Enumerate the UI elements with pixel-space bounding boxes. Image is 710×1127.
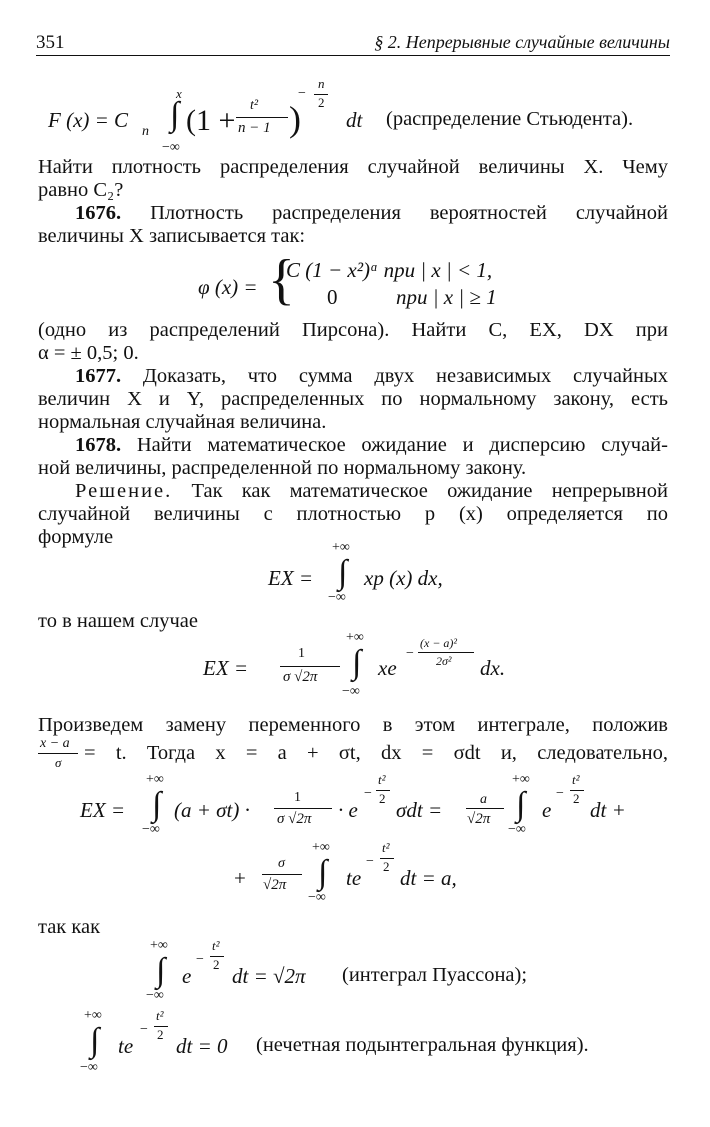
formula5-den1: σ √2π: [277, 811, 312, 827]
formula3-integral-sign: ∫: [338, 554, 348, 591]
formula4-exp-bar: [418, 652, 474, 653]
formula6-exp-den: 2: [213, 957, 220, 972]
formula1-paren-left: (1 +: [186, 104, 236, 137]
formula1-exp-den: 2: [318, 95, 325, 110]
formula4-body: xe: [378, 656, 397, 680]
formula4-exp-den: 2σ²: [436, 654, 452, 668]
formula3-body: xp (x) dx,: [364, 566, 443, 590]
formula5-exp-minus-1: −: [364, 786, 372, 801]
formula5-part1: (a + σt) ·: [174, 798, 250, 822]
formula3-lower: −∞: [328, 590, 346, 605]
formula5-integral-sign-3: ∫: [318, 854, 328, 891]
formula2-case1: C (1 − x²)ᵅ при | x | < 1,: [286, 258, 493, 282]
formula5-exp-den-2: 2: [573, 791, 580, 806]
formula1-frac-den: n − 1: [238, 120, 271, 136]
formula5-line2-plus: +: [234, 866, 246, 890]
solution-word: Решение.: [75, 480, 173, 502]
formula5-lower-2: −∞: [508, 822, 526, 837]
formula5-upper-3: +∞: [312, 840, 330, 855]
problem-1678-line1: 1678. Найти математическое ожидание и дисперсию случай-: [75, 434, 668, 456]
header-rule: [36, 55, 670, 56]
problem-1677-number: 1677.: [75, 365, 122, 387]
formula5-den3: √2π: [263, 877, 287, 893]
formula6-rest: dt = √2π: [232, 964, 306, 988]
para1-line1: Найти плотность распределения случайной величины X. Чему: [38, 156, 668, 178]
text-in-our-case: то в нашем случае: [38, 610, 199, 632]
formula7-exp-minus: −: [140, 1022, 148, 1037]
formula5-lhs: EX =: [80, 798, 126, 822]
formula6-upper: +∞: [150, 938, 168, 953]
running-title: § 2. Непрерывные случайные величины: [374, 32, 670, 52]
para2-line2: α = ± 0,5; 0.: [38, 342, 139, 364]
formula6-integral-sign: ∫: [156, 952, 166, 989]
formula7-body: te: [118, 1034, 134, 1058]
problem-1676-line2: величины X записывается так:: [38, 225, 306, 247]
formula4-den: σ √2π: [283, 669, 318, 685]
para3-frac-den: σ: [55, 755, 62, 770]
formula5-part5: dt +: [590, 798, 626, 822]
formula7-upper: +∞: [84, 1008, 102, 1023]
text-since: так как: [38, 916, 101, 938]
formula6-body: e: [182, 964, 192, 988]
page-header: [36, 30, 670, 56]
para3-frac-num: x − a: [40, 736, 70, 751]
formula5-lower-1: −∞: [142, 822, 160, 837]
formula5-part3: σdt =: [396, 798, 443, 822]
formula5-den2: √2π: [467, 811, 491, 827]
formula4-integral-sign: ∫: [352, 644, 362, 681]
formula1-sub-n: n: [142, 124, 149, 139]
formula5-frac3-bar: [262, 874, 302, 875]
formula5-part2: · e: [338, 798, 358, 822]
formula6-note: (интеграл Пуассона);: [342, 964, 528, 986]
formula5-part7: dt = a,: [400, 866, 457, 890]
formula5-exp-num-3: t²: [382, 840, 390, 855]
formula4-tail: dx.: [480, 656, 506, 680]
problem-1677-line1: 1677. Доказать, что сумма двух независимых случайных: [75, 365, 668, 387]
formula6-lower: −∞: [146, 988, 164, 1003]
formula1-lhs: F (x) = C: [48, 108, 129, 132]
formula5-exp-den-3: 2: [383, 859, 390, 874]
formula5-frac2-bar: [466, 808, 504, 809]
formula1-note: (распределение Стьюдента).: [386, 108, 634, 130]
formula1-integral-sign: ∫: [170, 96, 180, 133]
formula1-exp-num: n: [318, 76, 325, 91]
formula1-frac-num: t²: [250, 98, 259, 113]
formula5-integral-sign-1: ∫: [152, 786, 162, 823]
formula5-exp-minus-3: −: [366, 854, 374, 869]
formula1-upper: x: [176, 86, 182, 101]
formula4-exp-num: (x − a)²: [420, 636, 458, 650]
formula5-part6: te: [346, 866, 362, 890]
formula6-exp-minus: −: [196, 952, 204, 967]
formula5-part4: e: [542, 798, 552, 822]
formula5-lower-3: −∞: [308, 890, 326, 905]
problem-1678-number: 1678.: [75, 434, 122, 456]
formula3-upper: +∞: [332, 540, 350, 555]
para3-frac-bar: [38, 753, 78, 754]
page-number: 351: [36, 32, 65, 53]
formula2-lhs: φ (x) =: [198, 275, 258, 299]
formula5-frac1-bar: [274, 808, 332, 809]
para3-line2: = t. Тогда x = a + σt, dx = σdt и, следовательно,: [84, 742, 668, 764]
problem-1676-number: 1676.: [75, 202, 122, 224]
formula4-frac-bar: [280, 666, 340, 667]
formula5-num3: σ: [278, 856, 285, 871]
formula5-integral-sign-2: ∫: [516, 786, 526, 823]
para3-line1: Произведем замену переменного в этом интеграле, положив: [38, 714, 668, 736]
formula5-exp-minus-2: −: [556, 786, 564, 801]
formula1-frac-bar: [236, 117, 288, 118]
problem-1677-line3: нормальная случайная величина.: [38, 411, 327, 433]
formula7-rest: dt = 0: [176, 1034, 228, 1058]
formula5-exp-num-1: t²: [378, 772, 386, 787]
formula4-lower: −∞: [342, 684, 360, 699]
formula5-upper-2: +∞: [512, 772, 530, 787]
formula4-exp-minus: −: [406, 646, 414, 661]
solution-line3: формуле: [38, 526, 114, 548]
formula5-upper-1: +∞: [146, 772, 164, 787]
formula7-note: (нечетная подынтегральная функция).: [256, 1034, 589, 1056]
formula6-exp-num: t²: [212, 938, 220, 953]
solution-line2: случайной величины с плотностью p (x) определяется по: [38, 503, 668, 525]
formula4-lhs: EX =: [203, 656, 249, 680]
problem-1676-line1: 1676. Плотность распределения вероятностей случайной: [75, 202, 668, 224]
formula2-case2-value: 0: [327, 285, 338, 309]
formula5-num2: a: [480, 792, 487, 807]
formula7-exp-den: 2: [157, 1027, 164, 1042]
formula7-integral-sign: ∫: [90, 1022, 100, 1059]
formula1-paren-right: ): [289, 99, 301, 139]
problem-1678-line2: ной величины, распределенной по нормальному закону.: [38, 457, 527, 479]
formula1-exp-minus: −: [298, 86, 306, 101]
formula5-exp-den-1: 2: [379, 791, 386, 806]
formula3-lhs: EX =: [268, 566, 314, 590]
formula4-num: 1: [298, 646, 305, 661]
problem-1677-line2: величин X и Y, распределенных по нормальному закону, есть: [38, 388, 668, 410]
solution-line1: Решение. Так как математическое ожидание непрерывной: [75, 480, 668, 502]
formula2-brace: {: [268, 249, 295, 311]
formula7-lower: −∞: [80, 1060, 98, 1075]
formula5-exp-num-2: t²: [572, 772, 580, 787]
formula1-dt: dt: [346, 108, 363, 132]
formula7-exp-num: t²: [156, 1008, 164, 1023]
formula4-upper: +∞: [346, 630, 364, 645]
para1-line2: равно C₂?: [38, 179, 124, 201]
formula5-num1: 1: [294, 790, 301, 805]
formula1-lower: −∞: [162, 140, 180, 155]
formula2-case2-condition: при | x | ≥ 1: [396, 285, 497, 309]
para2-line1: (одно из распределений Пирсона). Найти C, EX, DX при: [38, 319, 668, 341]
